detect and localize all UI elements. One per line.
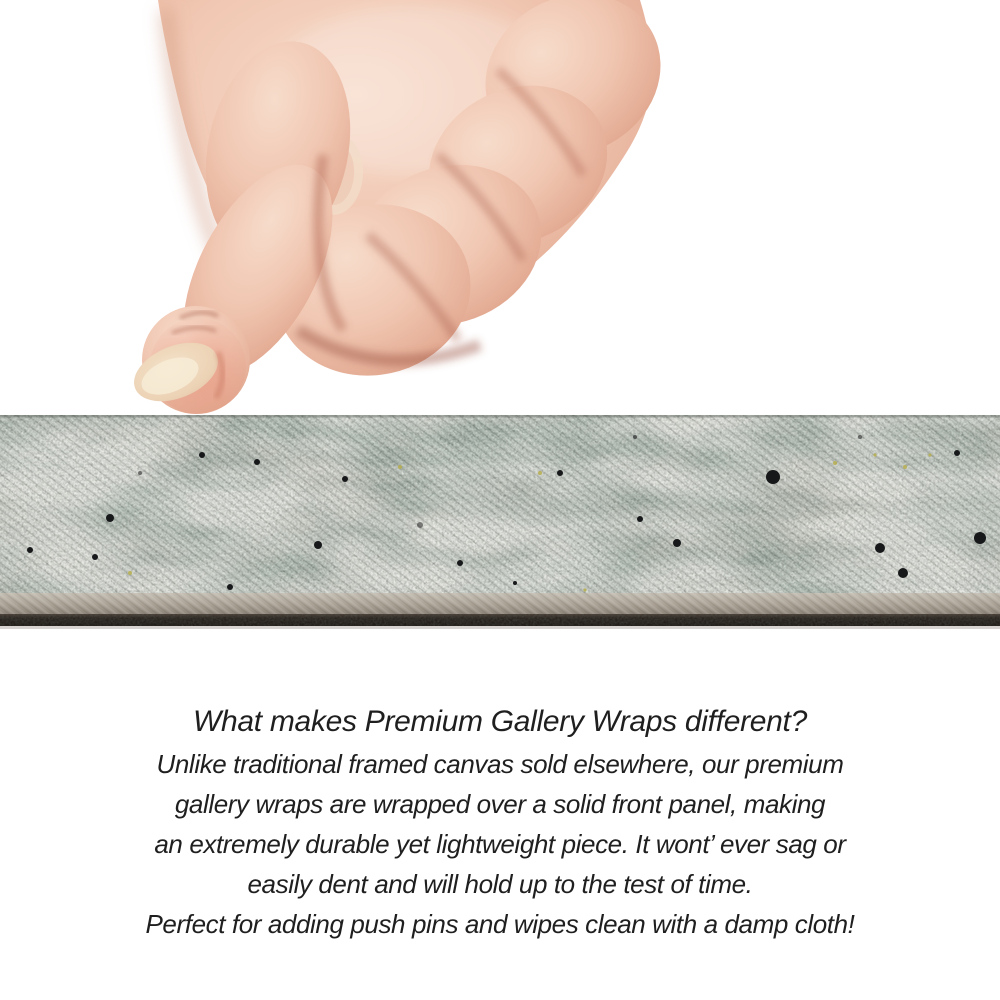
canvas-wrapped-edge	[0, 593, 1000, 629]
canvas-texture	[0, 415, 1000, 614]
caption-line: easily dent and will hold up to the test of time.	[247, 869, 753, 899]
caption-heading: What makes Premium Gallery Wraps different?	[193, 705, 807, 738]
caption-line: gallery wraps are wrapped over a solid front panel, making	[174, 789, 826, 819]
caption	[0, 700, 1000, 944]
caption-line: Perfect for adding push pins and wipes clean with a damp cloth!	[145, 909, 855, 939]
hand-photo	[118, 0, 678, 430]
canvas-edge-strip	[0, 415, 1000, 630]
caption-line: Unlike traditional framed canvas sold elsewhere, our premium	[156, 749, 844, 779]
caption-line: an extremely durable yet lightweight piece. It wont’ ever sag or	[154, 829, 846, 859]
